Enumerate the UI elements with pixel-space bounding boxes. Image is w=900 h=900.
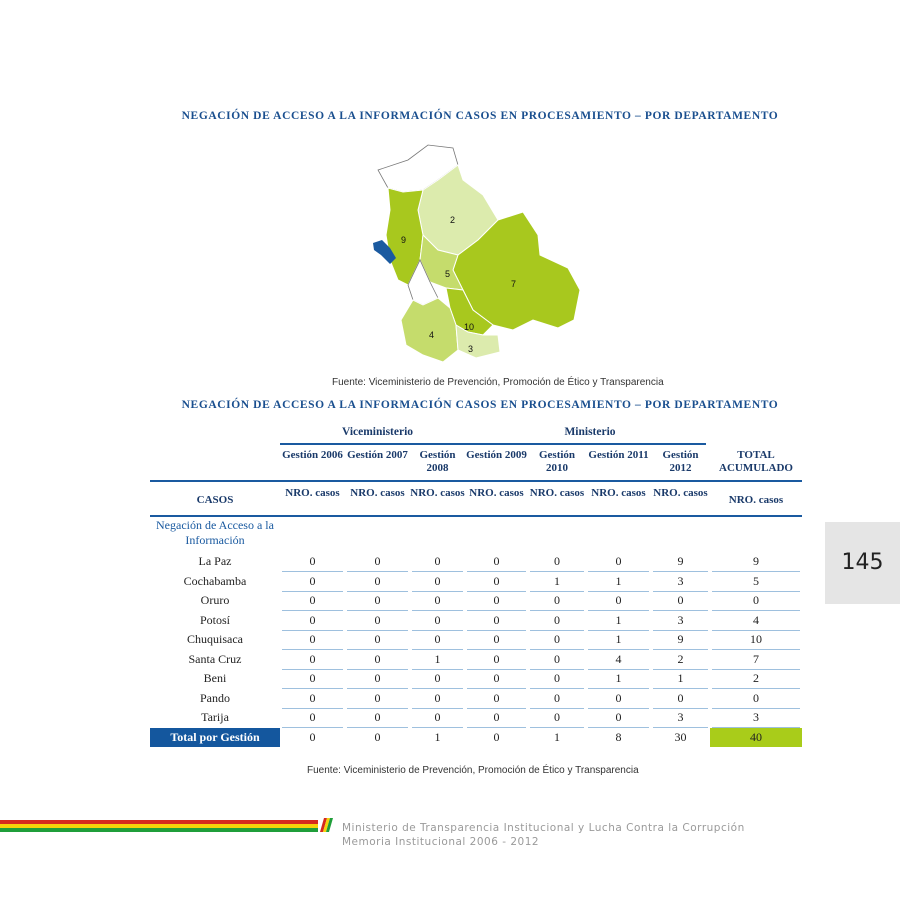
cell-value: 0 bbox=[309, 671, 316, 685]
nro-header: NRO. casos bbox=[410, 487, 465, 499]
cell-value: 0 bbox=[434, 671, 441, 685]
cell-value: 4 bbox=[615, 651, 622, 666]
year-header: Gestión 2010 bbox=[538, 449, 576, 474]
cell-value: 0 bbox=[554, 632, 560, 646]
page-number: 145 bbox=[841, 550, 884, 575]
cell-value: 0 bbox=[374, 651, 381, 666]
flag-emblem-icon bbox=[320, 818, 334, 832]
table-row bbox=[150, 650, 802, 670]
cell-total: 5 bbox=[753, 573, 759, 588]
department-name: La Paz bbox=[198, 554, 232, 568]
year-header: Gestión 2012 bbox=[662, 449, 699, 474]
cell-value: 0 bbox=[677, 690, 684, 705]
table-row bbox=[150, 552, 802, 572]
table-row bbox=[150, 708, 802, 728]
table-source: Fuente: Viceministerio de Prevención, Promoción de Ético y Transparencia bbox=[307, 765, 639, 776]
page-number-tab bbox=[825, 522, 900, 604]
cell-total: 4 bbox=[753, 612, 759, 627]
grand-total: 40 bbox=[750, 729, 762, 744]
cell-value: 3 bbox=[677, 573, 684, 588]
total-cell-value: 1 bbox=[554, 729, 560, 744]
cell-value: 9 bbox=[677, 632, 684, 646]
cell-value: 0 bbox=[493, 593, 500, 607]
map-source: Fuente: Viceministerio de Prevención, Promoción de Ético y Transparencia bbox=[332, 377, 664, 388]
cell-value: 0 bbox=[309, 573, 316, 588]
cell-value: 0 bbox=[434, 573, 441, 588]
department-name: Cochabamba bbox=[183, 573, 247, 588]
cell-value: 0 bbox=[374, 554, 381, 568]
total-header: TOTAL ACUMULADO bbox=[719, 449, 793, 474]
cell-value: 0 bbox=[309, 710, 316, 724]
cell-value: 0 bbox=[554, 612, 560, 627]
cell-value: 9 bbox=[677, 554, 684, 568]
cell-value: 3 bbox=[677, 710, 684, 724]
header-bottom-line bbox=[150, 515, 802, 517]
cell-value: 0 bbox=[554, 554, 560, 568]
cell-value: 1 bbox=[615, 671, 622, 685]
table-row bbox=[150, 630, 802, 650]
cell-value: 0 bbox=[374, 593, 381, 607]
map-label: 4 bbox=[429, 330, 435, 340]
total-cell-value: 1 bbox=[434, 729, 441, 744]
nro-header: NRO. casos bbox=[529, 487, 585, 499]
cell-value: 1 bbox=[554, 573, 560, 588]
cell-total: 0 bbox=[753, 690, 759, 705]
cell-value: 0 bbox=[554, 593, 560, 607]
cell-value: 1 bbox=[434, 651, 441, 666]
table-row bbox=[150, 611, 802, 631]
cell-total: 0 bbox=[753, 593, 759, 607]
cell-value: 0 bbox=[434, 593, 441, 607]
department-name: Pando bbox=[200, 690, 230, 705]
cell-total: 3 bbox=[753, 710, 759, 724]
nro-header: NRO. casos bbox=[469, 487, 524, 499]
total-cell-value: 0 bbox=[309, 729, 316, 744]
cell-total: 7 bbox=[753, 651, 759, 666]
group-underline bbox=[280, 443, 706, 445]
bolivia-department-map bbox=[368, 140, 583, 362]
flag-stripes bbox=[0, 820, 318, 832]
map-title: NEGACIÓN DE ACCESO A LA INFORMACIÓN CASOS EN PROCESAMIENTO – POR DEPARTAMENTO bbox=[181, 110, 779, 122]
total-cell-value: 30 bbox=[674, 729, 687, 744]
cell-value: 0 bbox=[374, 671, 381, 685]
nro-header: NRO. casos bbox=[653, 487, 708, 499]
group-viceministerio: Viceministerio bbox=[341, 426, 414, 438]
cell-value: 0 bbox=[434, 612, 441, 627]
cell-value: 0 bbox=[374, 632, 381, 646]
map-label: 7 bbox=[511, 279, 517, 289]
cell-total: 9 bbox=[753, 554, 759, 568]
casos-header: CASOS bbox=[196, 494, 234, 506]
total-cell-value: 0 bbox=[493, 729, 500, 744]
group-ministerio: Ministerio bbox=[564, 426, 616, 438]
section-label: Negación de Acceso a la Información bbox=[156, 518, 274, 547]
cell-value: 0 bbox=[434, 632, 441, 646]
cell-value: 0 bbox=[493, 671, 500, 685]
cell-value: 3 bbox=[677, 612, 684, 627]
total-label: Total por Gestión bbox=[150, 728, 280, 747]
cell-value: 1 bbox=[677, 671, 684, 685]
department-name: Chuquisaca bbox=[187, 632, 243, 646]
cell-value: 0 bbox=[493, 710, 500, 724]
total-cell-value: 0 bbox=[374, 729, 381, 744]
year-header: Gestión 2009 bbox=[466, 449, 527, 461]
cell-value: 0 bbox=[493, 632, 500, 646]
table-row bbox=[150, 572, 802, 592]
cell-value: 1 bbox=[615, 632, 622, 646]
cell-value: 0 bbox=[309, 690, 316, 705]
cell-value: 0 bbox=[554, 671, 560, 685]
department-name: Oruro bbox=[200, 593, 230, 607]
header-divider bbox=[150, 480, 802, 482]
cell-value: 0 bbox=[493, 554, 500, 568]
table-row bbox=[150, 689, 802, 709]
department-name: Beni bbox=[203, 671, 227, 685]
map-label: 3 bbox=[468, 344, 474, 354]
year-header: Gestión 2006 bbox=[282, 449, 343, 461]
map-label: 2 bbox=[450, 215, 456, 225]
footer-memoria: Memoria Institucional 2006 - 2012 bbox=[342, 836, 540, 848]
cell-total: 10 bbox=[750, 632, 762, 646]
cell-value: 0 bbox=[615, 690, 622, 705]
map-label: 5 bbox=[445, 269, 451, 279]
cell-value: 0 bbox=[309, 632, 316, 646]
cell-value: 0 bbox=[374, 612, 381, 627]
map-label: 9 bbox=[401, 235, 407, 245]
nro-header: NRO. casos bbox=[285, 487, 340, 499]
table-row bbox=[150, 669, 802, 689]
cell-value: 0 bbox=[374, 690, 381, 705]
year-header: Gestión 2007 bbox=[347, 449, 408, 461]
cell-value: 0 bbox=[493, 573, 500, 588]
department-name: Tarija bbox=[201, 710, 229, 724]
cell-value: 0 bbox=[615, 710, 622, 724]
cell-value: 0 bbox=[615, 593, 622, 607]
cell-value: 0 bbox=[309, 554, 316, 568]
total-row bbox=[150, 728, 802, 748]
table-row bbox=[150, 591, 802, 611]
footer-ministry: Ministerio de Transparencia Institucional y Lucha Contra la Corrupción bbox=[342, 822, 745, 834]
cell-value: 1 bbox=[615, 573, 622, 588]
table-title: NEGACIÓN DE ACCESO A LA INFORMACIÓN CASOS EN PROCESAMIENTO – POR DEPARTAMENTO bbox=[181, 399, 779, 411]
cell-value: 0 bbox=[374, 710, 381, 724]
cell-total: 2 bbox=[753, 671, 759, 685]
cell-value: 0 bbox=[493, 690, 500, 705]
cell-value: 0 bbox=[434, 710, 441, 724]
nro-header: NRO. casos bbox=[350, 487, 405, 499]
department-name: Potosí bbox=[199, 612, 230, 627]
cell-value: 0 bbox=[434, 554, 441, 568]
cell-value: 1 bbox=[615, 612, 622, 627]
nro-header: NRO. casos bbox=[591, 487, 646, 499]
cell-value: 0 bbox=[554, 690, 560, 705]
cell-value: 0 bbox=[309, 593, 316, 607]
cell-value: 0 bbox=[554, 710, 560, 724]
year-header: Gestión 2008 bbox=[419, 449, 456, 474]
map-label: 10 bbox=[464, 322, 475, 332]
cell-value: 0 bbox=[615, 554, 622, 568]
cell-value: 0 bbox=[677, 593, 684, 607]
cell-value: 0 bbox=[434, 690, 441, 705]
cell-value: 0 bbox=[493, 612, 500, 627]
cell-value: 0 bbox=[374, 573, 381, 588]
total-cell-value: 8 bbox=[615, 729, 622, 744]
nro-header: NRO. casos bbox=[728, 494, 784, 506]
department-name: Santa Cruz bbox=[188, 651, 242, 666]
cell-value: 0 bbox=[309, 612, 316, 627]
cell-value: 0 bbox=[309, 651, 316, 666]
cell-value: 0 bbox=[493, 651, 500, 666]
year-header: Gestión 2011 bbox=[588, 449, 649, 461]
cell-value: 2 bbox=[677, 651, 684, 666]
cell-value: 0 bbox=[554, 651, 560, 666]
